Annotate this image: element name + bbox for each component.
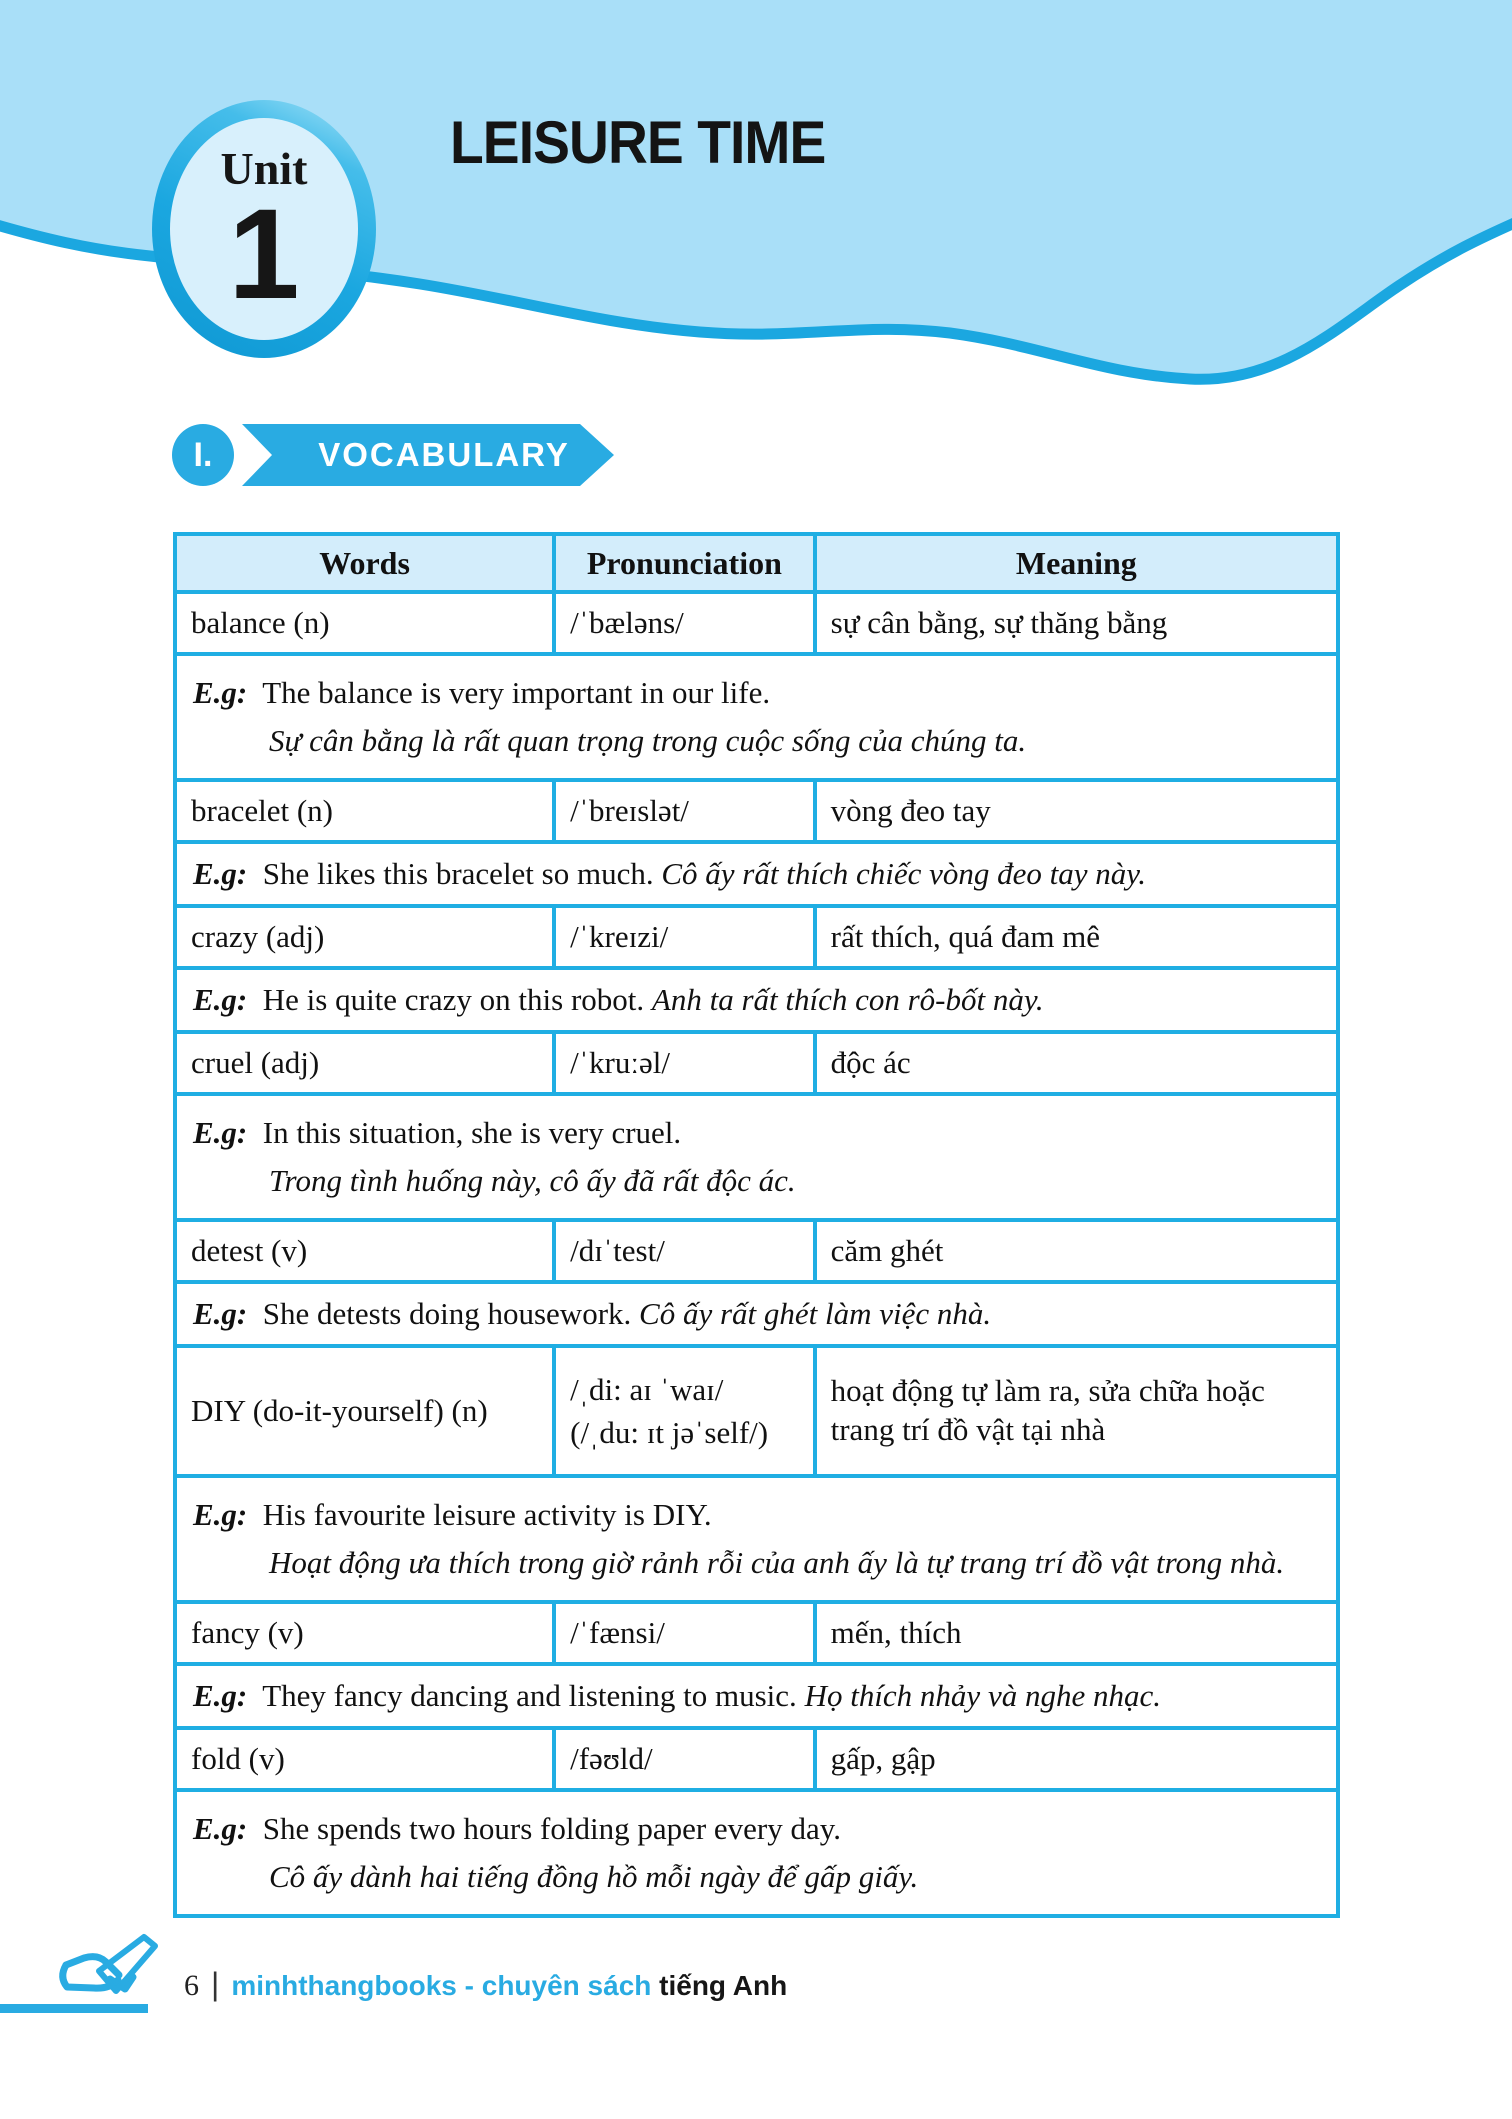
pronunciation-cell [554, 1602, 815, 1664]
meaning-cell: rất thích, quá đam mê [815, 906, 1338, 968]
example-vietnamese: Họ thích nhảy và nghe nhạc. [804, 1678, 1161, 1714]
pronunciation-line: /ˈkruːəl/ [570, 1045, 670, 1081]
pronunciation-cell [554, 1220, 815, 1282]
meaning-cell: hoạt động tự làm ra, sửa chữa hoặc trang trí đồ vật tại nhà [815, 1346, 1338, 1476]
example-english: They fancy dancing and listening to music. [247, 1678, 805, 1714]
example-label: E.g: [193, 1811, 248, 1847]
vocabulary-table [173, 532, 1340, 1918]
pronunciation-line: (/ˌdu: ɪt jəˈself/) [570, 1415, 769, 1451]
pronunciation-cell [554, 1728, 815, 1790]
meaning-cell: gấp, gập [815, 1728, 1338, 1790]
example-label: E.g: [193, 856, 248, 891]
example-vietnamese: Cô ấy rất thích chiếc vòng đeo tay này. [661, 856, 1147, 891]
meaning-cell: vòng đeo tay [815, 780, 1338, 842]
example-vietnamese: Trong tình huống này, cô ấy đã rất độc ác. [269, 1163, 796, 1199]
example-row [175, 968, 1338, 1032]
word-cell: detest (v) [175, 1220, 554, 1282]
example-cell [175, 1664, 1338, 1728]
example-row [175, 654, 1338, 780]
column-header-pronunciation: Pronunciation [554, 534, 815, 592]
pronunciation-cell [554, 1346, 815, 1476]
example-english: She spends two hours folding paper every day. [247, 1811, 842, 1847]
column-header-words: Words [175, 534, 554, 592]
pronunciation-cell [554, 906, 815, 968]
table-row [175, 1602, 1338, 1664]
pronunciation-line: /dɪˈtest/ [570, 1233, 665, 1269]
pronunciation-line: /ˌdi: aɪ ˈwaɪ/ [570, 1371, 724, 1407]
word-cell: fancy (v) [175, 1602, 554, 1664]
meaning-cell: căm ghét [815, 1220, 1338, 1282]
example-cell [175, 968, 1338, 1032]
example-vietnamese: Cô ấy dành hai tiếng đồng hồ mỗi ngày để gấp giấy. [269, 1859, 919, 1895]
word-cell: cruel (adj) [175, 1032, 554, 1094]
example-english: She detests doing housework. [247, 1296, 640, 1332]
pronunciation-line: /fəʊld/ [570, 1741, 653, 1777]
meaning-cell: sự cân bằng, sự thăng bằng [815, 592, 1338, 654]
example-cell [175, 1790, 1338, 1916]
example-label: E.g: [193, 674, 248, 710]
example-vietnamese: Sự cân bằng là rất quan trọng trong cuộc sống của chúng ta. [269, 723, 1027, 758]
example-vietnamese: Anh ta rất thích con rô-bốt này. [651, 982, 1044, 1018]
example-cell [175, 1476, 1338, 1602]
example-row [175, 1094, 1338, 1220]
meaning-cell: độc ác [815, 1032, 1338, 1094]
page-number: 6 [184, 1969, 199, 2002]
table-row [175, 1346, 1338, 1476]
example-row [175, 1790, 1338, 1916]
example-label: E.g: [193, 1678, 248, 1714]
table-row [175, 1220, 1338, 1282]
example-english: In this situation, she is very cruel. [247, 1115, 682, 1151]
table-row [175, 1728, 1338, 1790]
footer [184, 1966, 787, 2003]
unit-badge-inner [170, 118, 358, 340]
example-row [175, 1476, 1338, 1602]
example-english: His favourite leisure activity is DIY. [247, 1497, 712, 1533]
example-english: She likes this bracelet so much. [247, 856, 662, 891]
footer-separator: | [211, 1966, 220, 2002]
unit-label: Unit [220, 143, 308, 194]
pronunciation-line: /ˈbreɪslət/ [570, 793, 689, 829]
example-english: He is quite crazy on this robot. [247, 982, 652, 1018]
example-vietnamese: Hoạt động ưa thích trong giờ rảnh rỗi của anh ấy là tự trang trí đồ vật trong nhà. [269, 1545, 1285, 1581]
example-cell [175, 1094, 1338, 1220]
example-cell [175, 842, 1338, 906]
pronunciation-line: /ˈbæləns/ [570, 605, 684, 641]
footer-brand-blue: minhthangbooks - chuyên sách [231, 1970, 652, 2001]
word-cell: balance (n) [175, 592, 554, 654]
unit-badge [152, 100, 376, 358]
example-cell [175, 654, 1338, 780]
word-cell: crazy (adj) [175, 906, 554, 968]
word-cell: bracelet (n) [175, 780, 554, 842]
page-title: LEISURE TIME [450, 109, 826, 176]
word-cell: fold (v) [175, 1728, 554, 1790]
example-english: The balance is very important in our life. [247, 674, 771, 710]
example-cell [175, 1282, 1338, 1346]
example-label: E.g: [193, 1296, 248, 1332]
table-body [175, 592, 1338, 1916]
table-header-row [175, 534, 1338, 592]
example-row [175, 842, 1338, 906]
section-banner [242, 424, 614, 486]
meaning-cell: mến, thích [815, 1602, 1338, 1664]
footer-brand-black: tiếng Anh [659, 1970, 788, 2001]
word-cell: DIY (do-it-yourself) (n) [175, 1346, 554, 1476]
pronunciation-cell [554, 1032, 815, 1094]
pronunciation-cell [554, 592, 815, 654]
footer-underline-bar [0, 2004, 148, 2013]
table-row [175, 780, 1338, 842]
example-label: E.g: [193, 982, 248, 1018]
table-row [175, 1032, 1338, 1094]
table-row [175, 592, 1338, 654]
section-title: VOCABULARY [318, 436, 570, 473]
pronunciation-line: /ˈkreɪzi/ [570, 919, 669, 955]
example-row [175, 1282, 1338, 1346]
pronunciation-cell [554, 780, 815, 842]
example-label: E.g: [193, 1497, 248, 1533]
unit-number: 1 [228, 183, 300, 326]
footer-brand [231, 1970, 787, 2002]
pronunciation-line: /ˈfænsi/ [570, 1615, 665, 1651]
section-numeral: I. [172, 424, 234, 486]
example-label: E.g: [193, 1115, 248, 1151]
table-row [175, 906, 1338, 968]
example-row [175, 1664, 1338, 1728]
example-vietnamese: Cô ấy rất ghét làm việc nhà. [639, 1296, 992, 1332]
column-header-meaning: Meaning [815, 534, 1338, 592]
